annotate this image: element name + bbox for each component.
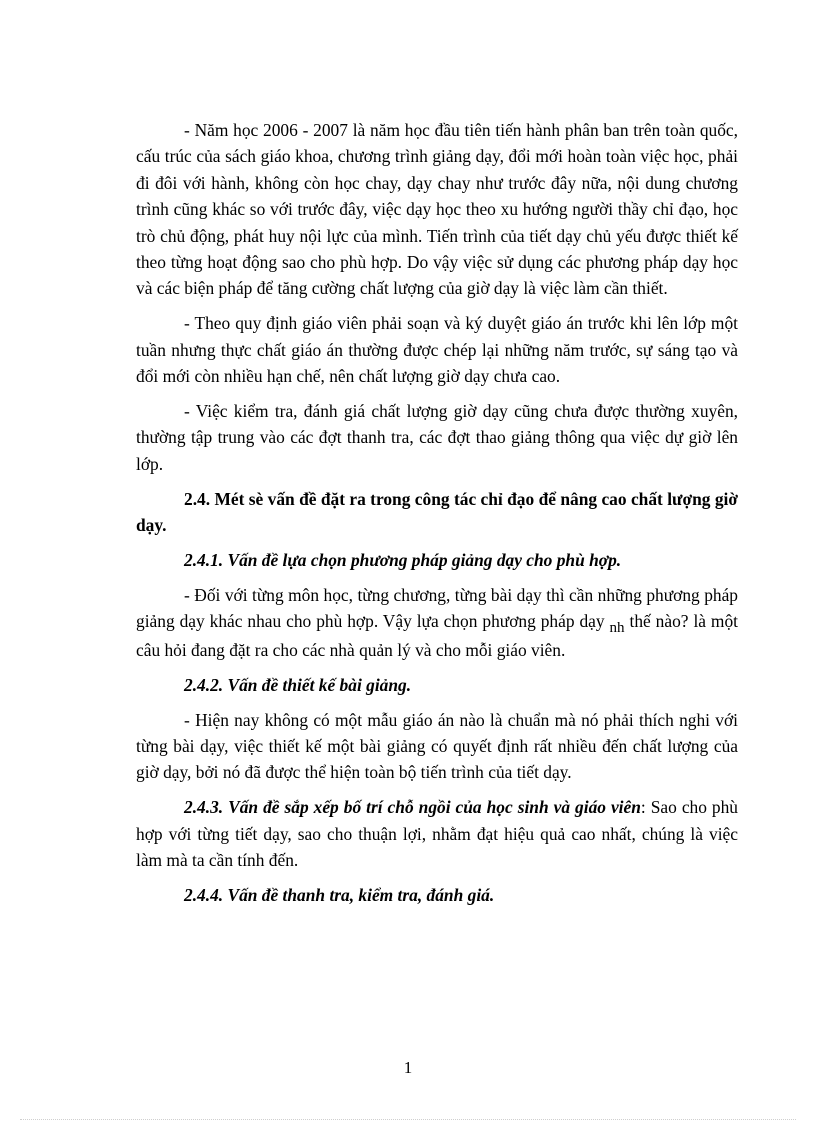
methods-text-after: thế nào? là một câu hỏi đang đặt ra cho các nhà quản lý và cho mỗi giáo viên. — [136, 611, 738, 660]
stray-fragment: nh — [609, 620, 625, 637]
footer-divider — [20, 1119, 796, 1120]
paragraph-lesson-design: - Hiện nay không có một mẫu giáo án nào là chuẩn mà nó phải thích nghi với từng bài dạy, việc thiết kế một bài giảng có quyết định rất nhiều đến chất lượng của giờ dạy, bởi nó đã được thể hiện toàn bộ tiến trình của tiết dạy. — [136, 709, 738, 783]
subheading-2-4-3: 2.4.3. Vấn đề sắp xếp bố trí chỗ ngồi của học sinh và giáo viên — [184, 797, 641, 818]
paragraph-seating — [136, 794, 738, 873]
paragraph-lesson-plans: - Theo quy định giáo viên phải soạn và ký duyệt giáo án trước khi lên lớp một tuần nhưng thực chất giáo án thường được chép lại những năm trước, sự sáng tạo và đổi mới còn nhiều hạn chế, nên chất lượng giờ dạy chưa cao. — [136, 313, 738, 387]
subheading-2-4-1: 2.4.1. Vấn đề lựa chọn phương pháp giảng dạy cho phù hợp. — [184, 550, 622, 571]
page-content — [136, 117, 738, 908]
methods-text-before: - Đối với từng môn học, từng chương, từng bài dạy thì cần những phương pháp giảng dạy khác nhau cho phù hợp. Vậy lựa chọn phương pháp dạy — [136, 585, 738, 632]
paragraph-school-year: - Năm học 2006 - 2007 là năm học đầu tiên tiến hành phân ban trên toàn quốc, cấu trúc của sách giáo khoa, chương trình giảng dạy, đổi mới hoàn toàn việc học, phải đi đôi với hành, không còn học chay, dạy chay như trước đây nữa, nội dung chương trình cũng khác so với trước đây, việc dạy học theo xu hướng người thầy chỉ đạo, học trò chủ động, phát huy nội lực của mình. Tiến trình của tiết dạy chủ yếu được thiết kế theo từng hoạt động sao cho phù hợp. Do vậy việc sử dụng các phương pháp dạy học và các biện pháp để tăng cường chất lượng của giờ dạy là việc làm cần thiết. — [136, 120, 738, 299]
subheading-2-4-4: 2.4.4. Vấn đề thanh tra, kiểm tra, đánh giá. — [184, 885, 495, 906]
subheading-2-4-2: 2.4.2. Vấn đề thiết kế bài giảng. — [184, 674, 412, 695]
paragraph-inspection: - Việc kiểm tra, đánh giá chất lượng giờ dạy cũng chưa được thường xuyên, thường tập trung vào các đợt thanh tra, các đợt thao giảng thông qua việc dự giờ lên lớp. — [136, 401, 738, 474]
section-heading-2-4: 2.4. Mét sè vấn đề đặt ra trong công tác chỉ đạo để nâng cao chất lượng giờ dạy. — [136, 488, 738, 536]
page-number: 1 — [403, 1058, 413, 1077]
paragraph-teaching-methods — [136, 582, 738, 663]
seating-text: : Sao cho phù hợp với từng tiết dạy, sao cho thuận lợi, nhằm đạt hiệu quả cao nhất, chúng là việc làm mà ta cần tính đến. — [136, 797, 739, 871]
